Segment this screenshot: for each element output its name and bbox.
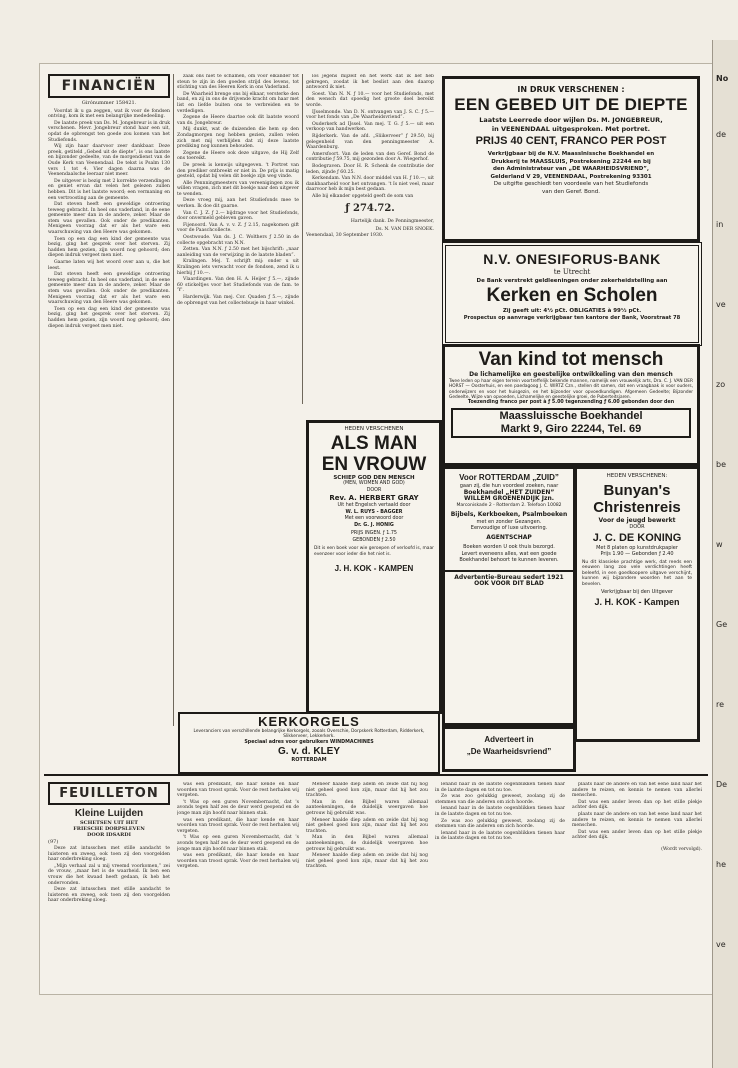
feuilleton-paragraph: 't Was op een guren Novembernacht, dat 's avonds tegen half zes de deur werd geopend en de jonge man zijn hoofd naar binnen stak. xyxy=(177,835,299,852)
feuilleton-paragraph: plaats naar de andere en van het eene land naar het andere te reizen, en kennis te nemen van allerlei menschen. xyxy=(572,811,702,829)
article-paragraph: los jegens mijzelf en het werk dat ik lief heb gekregen, zoodat ik het beslist aan den daarop antwoord ik niet. xyxy=(306,74,434,91)
adjacent-page-strip xyxy=(712,40,738,1068)
article-paragraph: Mij dunkt, wat de duizenden die hem op den Zondagmorgen nog hebben gezien, zullen velen zich met mij verblijden dat zij deze laatste prediking nog kunnen behouden. xyxy=(177,127,299,150)
ad-bank-line: Zij geeft uit: 4½ pCt. OBLIGATIES à 99½ pCt. xyxy=(502,308,642,314)
signature-name: Ds. N. VAN DER SNOEK. xyxy=(375,227,434,233)
strip-text: he xyxy=(716,860,726,869)
feuilleton-paragraph: Meneer haalde diep adem en zeide dat hij nog niet geheel goed kon zijn, maar dat hij het zou trachten. xyxy=(306,817,428,834)
ad-zuid-line: Advertentie-Bureau sedert 1921 xyxy=(454,573,564,581)
strip-text: w xyxy=(716,540,723,549)
article-paragraph: Gaarne laten wij het woord over aan u, die het leest. xyxy=(48,260,170,271)
ad-gebed-line: van den Geref. Bond. xyxy=(541,188,601,195)
ad-zuid-line: Eenvoudige of luxe uitvoering. xyxy=(470,525,548,531)
article-paragraph: Vlaardingen. Van den H. A. Heijer ƒ 5.—, zijnde 60 stickeltjes voor het Studiefonds van de fam. te 'Y'. xyxy=(177,277,299,294)
ad-bunyan-line: Voor de jeugd bewerkt xyxy=(598,516,676,524)
strip-text: in xyxy=(716,220,724,229)
wordt-vervolgd: (Wordt vervolgd). xyxy=(661,846,702,852)
column-rule xyxy=(302,74,303,404)
strip-text: be xyxy=(716,460,726,469)
feuilleton-paragraph: Ze was zoo gelukkig geweest, zoolang zij de stemmen van die anderen om zich hoorde. xyxy=(435,794,565,805)
ad-bank-title: N.V. ONESIFORUS-BANK xyxy=(483,251,661,267)
ad-bank-big: Kerken en Scholen xyxy=(486,285,658,306)
ad-zuid-line: WILLEM GROENENDIJK Jzn. xyxy=(464,495,554,502)
feuilleton-subtitle: Kleine Luijden xyxy=(74,808,144,819)
ad-man-title: EN VROUW xyxy=(321,453,427,475)
ad-kind-shop-box xyxy=(451,408,691,438)
feuilleton-paragraph: was een predikant, die haar kende en haar woorden van troost sprak. Voor de rest herhalen wij vergeten. xyxy=(177,782,299,799)
ad-bunyan-line: Prijs 1.90 — Gebonden ƒ 2.40 xyxy=(600,551,674,557)
ad-als-man-en-vrouw xyxy=(306,420,442,714)
feuilleton-paragraph: Deze zat intusschen met stille aandacht te luisteren en zweeg, ook toen zij den voorgelden haar onderbreking sloeg. xyxy=(48,887,170,904)
ad-bunyan-line: Met 8 platen op kunstdrukpapier xyxy=(596,544,678,551)
ad-bunyan-author: J. C. DE KONING xyxy=(592,531,682,544)
article-paragraph: Dat steven heeft een geweldige ontroering teweeg gebracht. In heel ons vaderland, in de eene gemeente meer dan in de andere, zeker. Maar de stem was gevallen. Ook onder de predikanten. Menigeen voorzag dat er als het ware een waarschuwing van den Heere was gekomen. xyxy=(48,202,170,236)
ad-man-line: Met een voorwoord door xyxy=(344,516,404,521)
ad-kind-shop: Maassluissche Boekhandel xyxy=(499,410,643,423)
ad-kerk-title: KERKORGELS xyxy=(258,714,360,729)
ad-bunyan-body: Nu dit klassieke prachtige werk, dat reeds een eeuwen lang zoo vele verdichtingen heeft beleefd, in een goedkoopere uitgave verschijnt, kunnen wij bijzondere woorden het aan te bevelen. xyxy=(582,559,692,587)
article-paragraph: Zegene de Heere daartoe ook dit laatste woord van ds. Jongebreur. xyxy=(177,115,299,126)
article-paragraph: Fijenoord. Van A. v. v. Z. ƒ 2.15, nagekomen gift voor de Paaschcollecte. xyxy=(177,222,299,234)
feuilleton-paragraph: Man in den Bijbel waren allemaal aanteekeningen, de duidelijk weergaven hoe getrouw hij gebruikt was. xyxy=(306,799,428,816)
article-column-2 xyxy=(177,74,299,726)
ad-bunyan-line: Verkrijgbaar bij den Uitgever xyxy=(601,589,673,596)
article-paragraph: Wij zijn haar daarvoor zeer dankbaar. Deze preek, getiteld „Gebed uit de diepte”, is ons laatste en bijzonder gedeelte, van de morgendienst van de Oude Kerk van Veenendaal. De tekst is Psalm 130 vers 1 tot 4. Vier dagen daarna was de Veenendaalsche leeraar niet meer. xyxy=(48,144,170,178)
feuilleton-column-3 xyxy=(306,782,428,990)
ad-adv-line: „De Waarheidsvriend” xyxy=(466,747,552,756)
feuilleton-paragraph: lenand haar in de laatste oogenblikken tienen haar in de laatste dagen en tot nu toe. xyxy=(435,830,565,842)
article-paragraph: Dat steven heeft een geweldige ontroering teweeg gebracht. In heel ons vaderland, in de eene gemeente meer dan in de andere, zeker. Maar de stem was gevallen. Ook onder de predikanten. Menigeen voorzag dat er als het ware een waarschuwing van den Heere was gekomen. xyxy=(48,272,170,306)
feuilleton-paragraph: lenand haar in de laatste oogenblikken tienen haar in de laatste dagen en tot nu toe. xyxy=(435,806,565,817)
ad-adverteert xyxy=(442,726,576,772)
ad-zuid-line: Boekhandel „HET ZUIDEN” xyxy=(463,488,555,496)
strip-text: No xyxy=(716,74,729,83)
strip-text: zo xyxy=(716,380,726,389)
feuilleton-paragraph: was een predikant, die haar kende en haar woorden van troost sprak. Voor de rest herhalen wij vergeten. xyxy=(177,853,299,870)
ad-bank-line: De Bank verstrekt geldleeningen onder zekerheidstelling aan xyxy=(476,278,668,284)
ad-man-price: GEBONDEN ƒ 2.50 xyxy=(352,537,396,543)
ad-kerkorgels xyxy=(178,712,440,774)
signature-line: Hartelijk dank. De Penningmeester, xyxy=(350,219,434,225)
article-paragraph: Harderwijk. Van mej. Cor. Quaden ƒ 5.—, zijnde de opbrengst van het collectebusje in haar winkel. xyxy=(177,294,299,306)
ad-van-kind-tot-mensch xyxy=(442,344,700,466)
strip-text: Ge xyxy=(716,620,728,629)
financien-column xyxy=(48,74,170,726)
ad-kind-title: Van kind tot mensch xyxy=(478,349,664,370)
ad-man-author: Rev. A. HERBERT GRAY xyxy=(329,494,419,502)
ad-kind-addr: Markt 9, Giro 22244, Tel. 69 xyxy=(500,423,642,436)
feuilleton-paragraph: plaats naar de andere en van het eene land naar het andere te reizen, en kennis te nemen van allerlei menschen. xyxy=(572,782,702,799)
feuilleton-paragraph: Meneer haalde diep adem en zeide dat hij nog niet geheel goed kon zijn, maar dat hij het zou trachten. xyxy=(306,853,428,870)
ad-man-line: Dr. G. J. HONIG xyxy=(354,522,394,528)
ad-zuid-line: gaan zij, die hun voordeel zoeken, naar xyxy=(459,483,559,489)
section-divider xyxy=(44,774,708,776)
ad-bunyan-title: Bunyan's xyxy=(603,481,671,499)
strip-text: re xyxy=(716,700,725,709)
feuilleton-number: (97) xyxy=(48,839,59,845)
strip-text: de xyxy=(716,130,726,139)
feuilleton-column-5 xyxy=(572,782,702,990)
strip-text: De xyxy=(716,780,728,789)
ad-gebed-line: Gelderland V 29, VEENENDAAL, Postrekening 93301 xyxy=(490,173,652,180)
feuilleton-line: SCHETSEN UIT HET xyxy=(80,820,138,826)
ad-gebed-line: den Administrateur van „DE WAARHEIDSVRIEND”, xyxy=(493,166,649,172)
ad-adv-line: Adverteert in xyxy=(484,735,534,744)
ad-kind-body: Twee leden op haar eigen terrein voortreffelijk bekende mannen, namelijk een vrouwelijk arts, Dra. C. J. VAN DER HORST — Oosterhuis, en een paedagoog J. C. WIRTZ Czn., stellen dit samen, dat een vraagbaak is voor ouders, onderwijzers en voor het huisgezin, en het bijzonder voor opvoedkundigen. Afgemeen Gedeelte; Bijzonder Gedeelte, Wijze van opvoeden, Lichamelijke en geestelijke groei, de Puberteitsjaren. xyxy=(449,379,693,400)
article-paragraph: Ouderkerk ad IJssel. Van mej. T. G. ƒ 5.— uit een verkoop van handwerken. xyxy=(306,121,434,133)
ad-bank-city: te Utrecht xyxy=(553,268,591,276)
strip-text: ve xyxy=(716,300,726,309)
ad-kerk-line: Speciaal adres voor gebruikers WINDMACHINES xyxy=(244,739,374,745)
signature-date: Veenendaal, 30 September 1930. xyxy=(306,232,384,238)
feuilleton-paragraph: Deze zat intusschen met stille aandacht te luisteren en zweeg, ook toen zij den voorgelden haar onderbreking sloeg. xyxy=(48,846,170,863)
article-paragraph: De uitgever is bezig met 2 korrekte verzendingen en geniet ervan dat velen het gelezen zullen hebben. Dit is het laatste woord; een vermaning en een vertroosting aan de gemeente. xyxy=(48,178,170,201)
article-paragraph: Bodegraven. Door H. R. Schenk de contributie der leden, zijnde ƒ 60.25. xyxy=(306,163,434,175)
ad-man-title: ALS MAN xyxy=(330,432,418,454)
article-paragraph: Soest. Van N. N. ƒ 10.— voor het Studiefonds, met den wensch dat spoedig het groote doel bereikt worde. xyxy=(306,91,434,108)
article-paragraph: De laatste preek van Ds. M. Jongebreur is in druk verschenen. Mevr. Jongebreur stond haar een uit, opdat de opbrengst ten goede zou komen van het Studiefonds. xyxy=(48,120,170,143)
article-paragraph: Rijderkerk. Van de afd. „Sliikerveer” ƒ 29.50, bij gelegenheid van den penningmeester A. Waardenburg. xyxy=(306,133,434,151)
ad-man-line: SCHIEP GOD DEN MENSCH xyxy=(333,474,415,481)
ad-bank-line: Prospectus op aanvrage verkrijgbaar ten kantore der Bank, Voorstraat 78 xyxy=(463,315,681,321)
ad-man-publisher: J. H. KOK - KAMPEN xyxy=(334,564,414,573)
financien-title: FINANCIËN xyxy=(61,78,157,94)
ad-bunyan-christenreis xyxy=(574,466,700,742)
feuilleton-line: DOOR IDSARDI xyxy=(87,832,131,838)
ad-kerk-addr: ROTTERDAM xyxy=(291,756,327,763)
feuilleton-column-4 xyxy=(435,782,565,990)
ad-gebed-line: in VEENENDAAL uitgesproken. Met portret. xyxy=(491,125,651,133)
article-paragraph: IJsselmonde. Van D. N. ontvangen van J. S. C. ƒ 5.— voor het fonds van „De Waarheidsvriend”. xyxy=(306,109,434,121)
article-paragraph: Oostwoude. Van ds. J. C. Wolthers ƒ 2.50 in de collecte opgebracht van N.N. xyxy=(177,235,299,246)
ad-zuid-line: Bijbels, Kerkboeken, Psalmboeken xyxy=(450,511,568,518)
ad-zuid-line: met en zonder Gezangen. xyxy=(476,518,542,525)
article-column-3 xyxy=(306,74,434,414)
article-paragraph: Kralingen. Mej. T. schrijft mij: onder u uit Kralingen iets verwacht voor de fondsen, zend ik u hierbij ƒ 10.—. xyxy=(177,259,299,276)
financien-header xyxy=(48,74,170,98)
article-paragraph: Kerkendam. Van N.N. door middel van H. ƒ 10.—, uit dankbaarheid voor het ontvangen. 't Is niet veel, maar daarvoor heb ik mijn best gedaan. xyxy=(306,176,434,193)
ad-kerk-line: Leveranciers van verschillende belangrijke Kerkorgels, zooals Overschie, Dorpskerk Rotterdam, Ridderkerk, Slikkerveer, Lekkerkerk. xyxy=(193,729,425,740)
ad-zuid-line: OOK VOOR DIT BLAD xyxy=(474,580,544,587)
article-paragraph: Voordat ik u ga zeggen, wat ik voor de fondsen ontving, kom ik met een belangrijke mededeeling. xyxy=(48,108,170,120)
ad-zuid-footer xyxy=(445,570,573,588)
ad-kind-bottom: Toezending franco per post à ƒ 5.00 tegenzending ƒ 6.00 gebonden door den xyxy=(467,400,675,406)
ad-gebed-line: Drukkerij te MAASSLUIS, Postrekening 22244 en bij xyxy=(491,158,651,165)
giro-number: Girónummer 158421. xyxy=(81,100,137,106)
ad-zuid-line: Levert eveneens alles, wat een goede xyxy=(461,550,557,557)
feuilleton-column-2 xyxy=(177,782,299,990)
article-paragraph: Van C. J. Z. ƒ 2.— bijdrage voor het Studiefonds, door onvermeld gebleven gaven. xyxy=(177,210,299,222)
ad-zuid-line: Boeken worden U ook thuis bezorgd. xyxy=(463,544,555,550)
article-paragraph: De Waarheid brenge ons bij elkaar, versterke den band, en zij in ons de drijvende kracht om haar met list en liefde buiten ons te verbreiden en te verdedigen. xyxy=(177,91,299,114)
ad-man-line: (MEN, WOMEN AND GOD) xyxy=(343,481,405,486)
feuilleton-paragraph: Ze was zoo gelukkig geweest, zoolang zij de stemmen van die anderen om zich hoorde. xyxy=(435,818,565,830)
feuilleton-line: FRIESCHE DORPSLEVEN xyxy=(73,826,145,832)
ad-gebed-line: De uitgifte geschiedt ten voordeele van het Studiefonds xyxy=(493,181,649,187)
feuilleton-paragraph: 't Was op een guren Novembernacht, dat 's avonds tegen half zes de deur werd geopend en de jonge man zijn hoofd naar binnen stak. xyxy=(177,799,299,816)
ad-zuid-line: Voor ROTTERDAM „ZUID” xyxy=(459,473,559,482)
feuilleton-paragraph: Meneer haalde diep adem en zeide dat hij nog niet geheel goed kon zijn, maar dat hij het zou trachten. xyxy=(306,782,428,799)
column-rule xyxy=(173,74,174,726)
ad-zuid-line: Boekhandel behoort te kunnen leveren. xyxy=(459,557,559,563)
ad-bunyan-top: HEDEN VERSCHENEN: xyxy=(606,473,668,479)
feuilleton-title: FEUILLETON xyxy=(59,786,159,801)
feuilleton-paragraph: Dat was een ander leven dan op het stille plekje achter den dijk. xyxy=(572,799,702,811)
ad-man-line: W. L. RUYS - BAGGER xyxy=(345,509,403,515)
article-paragraph: Amersfoort. Van de leden van den Geref. Bond de contributie ƒ 59.75, mij gezonden door A. Wiegerhof. xyxy=(306,151,434,163)
ad-gebed-top: IN DRUK VERSCHENEN : xyxy=(517,85,625,94)
ad-zuid-line: AGENTSCHAP xyxy=(486,533,532,541)
article-paragraph: Deze vroeg mij, aan het Studiefonds mee te werken. Ik doe dit gaarne. xyxy=(177,198,299,210)
ad-een-gebed xyxy=(442,76,700,242)
article-paragraph: Toen op een dag een kind der gemeente was bezig, ging het gesprek over het sterven. Zij hadden hem gezien, zijn woord nog gehoord; den diepen indruk vergeet men niet. xyxy=(48,236,170,259)
ad-man-top: HEDEN VERSCHENEN xyxy=(344,426,404,432)
ad-gebed-line: Laatste Leerrede door wijlen Ds. M. JONGEBREUR, xyxy=(479,116,663,124)
ad-man-line: Uit het Engelsch vertaald door xyxy=(337,503,411,508)
feuilleton-paragraph: „Mijn verhaal zal u mij vreemd voorkomen,” zei de vrouw, „maar het is de waarheid. Ik ben een vrouw die het kwaad heeft gedaan, ik heb het ondervonden. xyxy=(48,863,170,886)
ad-onesiforus-bank xyxy=(442,242,702,346)
article-paragraph: Alle Pennningmeesters van vereenigingen zou ik willen vragen, zich met dit boekje naar den uitgever te wenden. xyxy=(177,180,299,197)
article-paragraph: zaak ons niet te schamen, om voor elkander tot steun te zijn in den goeden strijd des levens, tot stichting van des Heeren Kerk in ons Vaderland. xyxy=(177,74,299,91)
feuilleton-paragraph: Dat was een ander leven dan op het stille plekje achter den dijk. xyxy=(572,829,702,841)
ad-bunyan-title: Christenreis xyxy=(593,498,681,516)
feuilleton-header xyxy=(48,782,170,805)
ad-rotterdam-zuid xyxy=(442,466,576,726)
ad-man-price: PRIJS INGEN. ƒ 1.75 xyxy=(351,531,397,536)
ad-gebed-price: PRIJS 40 CENT, FRANCO PER POST xyxy=(475,135,667,147)
total-amount: ƒ 274.72. xyxy=(345,203,395,215)
ad-gebed-title: EEN GEBED UIT DE DIEPTE xyxy=(454,95,688,114)
ad-bunyan-publisher: J. H. KOK - Kampen xyxy=(594,596,680,607)
feuilleton-paragraph: lenand haar in de laatste oogenblikken tienen haar in de laatste dagen en tot nu toe. xyxy=(435,782,565,793)
article-paragraph: Zetten. Van N.N. ƒ 2.50 met het bijschrift: „naar aanleiding van de verwijzing in de laatste bladen”. xyxy=(177,247,299,258)
article-paragraph: Toen op een dag een kind der gemeente was bezig, ging het gesprek over het sterven. Zij hadden hem gezien, zijn woord nog gehoord; den diepen indruk vergeet men niet. xyxy=(48,306,170,329)
ad-kind-sub: De lichamelijke en geestelijke ontwikkeling van den mensch xyxy=(469,371,673,378)
article-paragraph: De preek is kenwijs uitgegeven. 't Portret van den prediker ontbreekt er niet in. De prijs is matig gesteld, opdat bij velen dit boekje zijn weg vinde. xyxy=(177,162,299,180)
feuilleton-column-1 xyxy=(48,782,170,990)
ad-man-body: Dit is een boek voor wie geroepen of verloofd is, maar evenzeer voor ieder die het niet is. xyxy=(314,546,434,557)
ad-zuid-line: Marconiskade 2 - Rotterdam 2. Telefoon 10082 xyxy=(456,502,562,508)
ad-man-line: DOOR xyxy=(366,487,382,493)
feuilleton-paragraph: Man in den Bijbel waren allemaal aanteekeningen, de duidelijk weergaven hoe getrouw hij gebruikt was. xyxy=(306,835,428,852)
ad-gebed-line: Verkrijgbaar bij de N.V. Maasslnissche Boekhandel en xyxy=(487,151,655,157)
article-paragraph: Alle bij elkander opgeteld geeft de som van xyxy=(312,193,414,199)
feuilleton-paragraph: was een predikant, die haar kende en haar woorden van troost sprak. Voor de rest herhalen wij vergeten. xyxy=(177,817,299,834)
strip-text: ve xyxy=(716,940,726,949)
article-paragraph: Zegene de Heere ook deze uitgave, de Hij Zelf ons toereikt. xyxy=(177,150,299,162)
ad-bunyan-line: DOOR xyxy=(629,524,645,530)
ad-kerk-name: G. v. d. KLEY xyxy=(277,745,341,757)
